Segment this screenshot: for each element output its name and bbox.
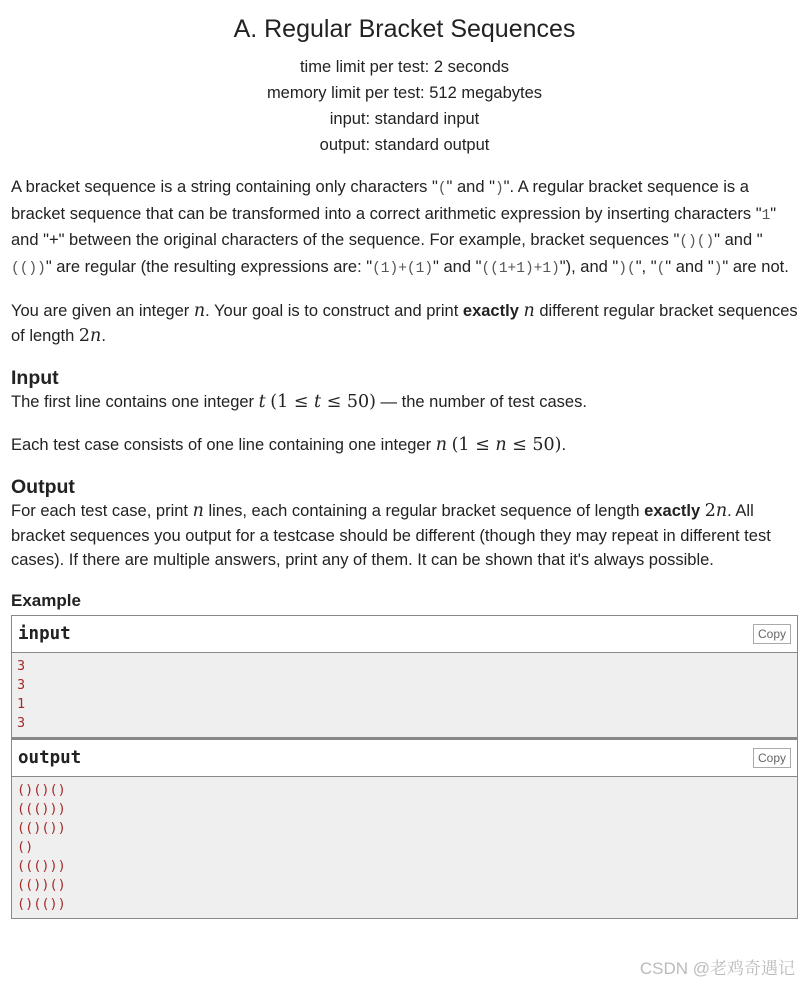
sample-line: (()()) (17, 819, 66, 836)
sample-line: 3 (17, 714, 26, 731)
text: "), and " (559, 257, 619, 276)
sample-line: ()(()) (17, 895, 66, 912)
math: n (715, 501, 728, 521)
sample-input-header (12, 616, 797, 653)
text: ". A regular bracket sequence is a bracket sequence that can be transformed into a correct arithmetic expression by inserting characters " (11, 178, 762, 223)
code: (1)+(1) (372, 260, 434, 277)
code: )( (618, 260, 636, 277)
sample-line: ((())) (17, 800, 66, 817)
code: ()() (679, 234, 715, 250)
sample-output-body (12, 777, 797, 918)
sample-line: ((())) (17, 857, 66, 874)
text: " and "+" between the original characters of the sequence. For example, bracket sequences " (11, 204, 777, 249)
text: " and " (433, 257, 482, 276)
text: different regular bracket sequences of length (11, 302, 798, 345)
text: Each test case consists of one line containing one integer (11, 435, 436, 454)
code: ( (656, 260, 666, 277)
text: ", " (635, 257, 657, 276)
sample-input-label: input (18, 623, 71, 644)
text: . (561, 435, 567, 454)
text: The first line contains one integer (11, 393, 259, 411)
time-limit: time limit per test: 2 seconds (299, 58, 510, 76)
memory-limit: memory limit per test: 512 megabytes (266, 84, 543, 102)
code: ) (713, 260, 723, 277)
watermark: CSDN @老鸡奇遇记 (639, 959, 795, 978)
math: t (314, 392, 322, 412)
math: 2 (78, 325, 91, 346)
copy-output-button[interactable]: Copy (753, 748, 791, 768)
math: n (495, 434, 507, 455)
text: A bracket sequence is a string containing only characters " (11, 178, 438, 196)
math: t (258, 392, 266, 412)
copy-input-button[interactable]: Copy (753, 624, 791, 644)
math: (1 ≤ (270, 392, 315, 412)
math: n (193, 301, 206, 321)
text: — the number of test cases. (375, 393, 587, 411)
sample-line: 3 (17, 676, 26, 693)
text: lines, each containing a regular bracket sequence of length (203, 502, 645, 520)
sample-line: (())() (17, 876, 66, 893)
sample-line: () (17, 838, 34, 855)
math: 2 (704, 501, 716, 521)
problem-title: A. Regular Bracket Sequences (233, 15, 576, 43)
bold-text: exactly (462, 302, 519, 320)
output-file: output: standard output (319, 136, 490, 154)
math: n (90, 325, 102, 346)
text: . (101, 326, 106, 345)
sample-line: 3 (17, 657, 26, 674)
math: n (435, 434, 447, 455)
text: You are given an integer (11, 302, 194, 320)
code: ((1+1)+1) (481, 260, 560, 277)
input-file: input: standard input (329, 110, 480, 128)
text: " and " (714, 231, 763, 249)
statement-paragraph-2 (11, 299, 798, 348)
sample-output-header (12, 740, 797, 777)
sample-output-label: output (18, 747, 82, 768)
example-title: Example (11, 590, 81, 610)
text: . All bracket sequences you output for a testcase should be different (though they may repeat in different test cases). If there are multiple answers, print any of them. It can be shown that it's always possible. (11, 502, 771, 569)
code: (()) (11, 260, 46, 277)
math: (1 ≤ (451, 434, 496, 455)
math: n (523, 301, 535, 321)
text: " are regular (the resulting expressions are: " (45, 257, 373, 276)
input-paragraph-1 (11, 390, 798, 415)
input-section-title: Input (11, 367, 59, 389)
sample-tests (11, 615, 798, 919)
code: ( (437, 181, 447, 197)
output-section-title: Output (11, 476, 75, 498)
problem-statement (0, 175, 809, 919)
sample-line: 1 (17, 695, 26, 712)
text: " and " (665, 257, 714, 276)
code: 1 (761, 207, 771, 224)
sample-input-body (12, 653, 797, 737)
problem-header (0, 14, 809, 158)
text: " are not. (722, 257, 789, 276)
math: ≤ 50) (321, 392, 376, 412)
statement-paragraph-1 (11, 175, 798, 281)
math: ≤ 50) (506, 434, 562, 455)
bold-text: exactly (644, 502, 701, 520)
text: . Your goal is to construct and print (205, 302, 463, 320)
sample-line: ()()() (17, 781, 66, 798)
text: For each test case, print (11, 502, 193, 520)
output-paragraph-1 (11, 499, 798, 573)
input-paragraph-2 (11, 433, 798, 458)
text: " and " (446, 178, 495, 196)
math: n (192, 501, 204, 521)
code: ) (494, 181, 504, 197)
